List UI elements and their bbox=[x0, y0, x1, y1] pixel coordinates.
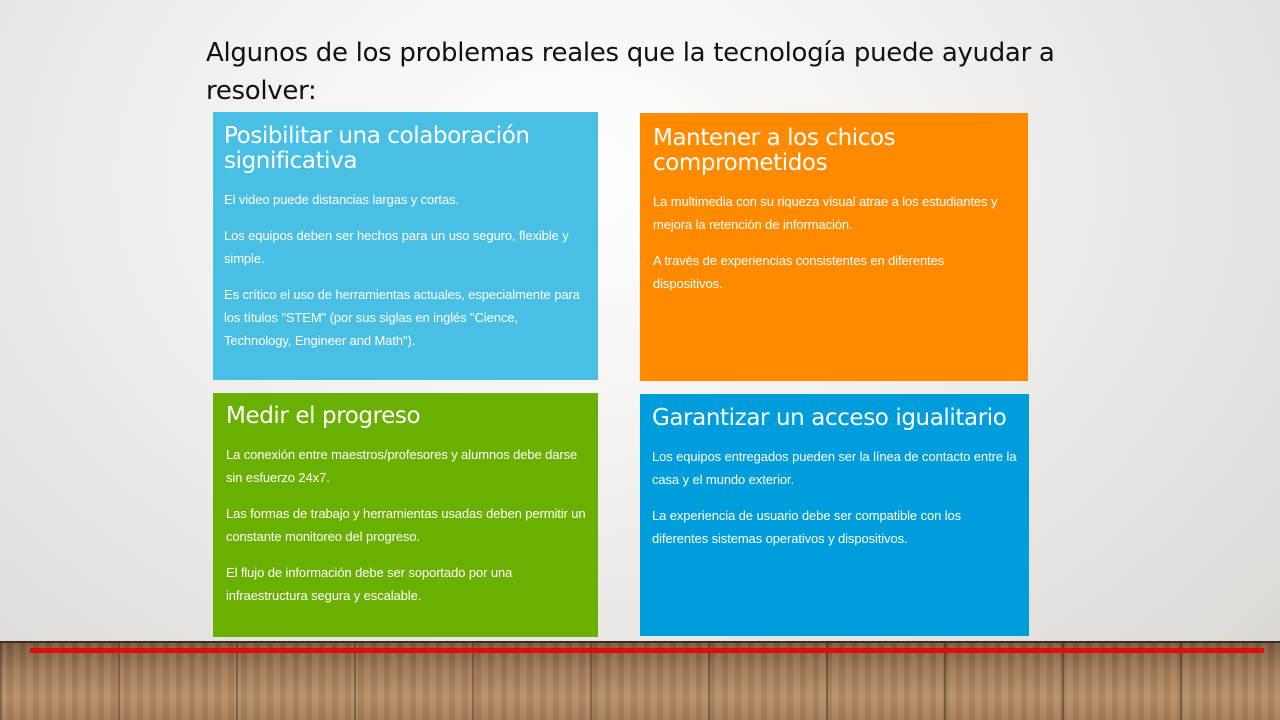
accent-line bbox=[30, 648, 1264, 653]
card-paragraph: La experiencia de usuario debe ser compatible con los diferentes sistemas operativos y dispositivos. bbox=[652, 508, 962, 546]
slide-title: Algunos de los problemas reales que la tecnología puede ayudar a resolver: bbox=[206, 38, 1055, 106]
card-paragraph: El video puede distancias largas y cortas. bbox=[224, 192, 459, 207]
card-paragraph: Los equipos deben ser hechos para un uso seguro, flexible y simple. bbox=[224, 228, 569, 266]
card-paragraph: El flujo de información debe ser soportado por una infraestructura segura y escalable. bbox=[226, 565, 513, 603]
card-body bbox=[226, 443, 586, 607]
card-engagement bbox=[640, 113, 1028, 381]
card-body bbox=[653, 190, 1014, 295]
card-heading: Posibilitar una colaboración significativa bbox=[224, 123, 530, 174]
card-paragraph: Es crítico el uso de herramientas actuales, especialmente para los títulos "STEM" (por sus siglas en inglés "Cience, Technology, Engineer and Math"). bbox=[224, 287, 580, 348]
card-paragraph: Los equipos entregados pueden ser la línea de contacto entre la casa y el mundo exterior. bbox=[652, 449, 1017, 487]
card-body bbox=[224, 188, 584, 352]
card-heading: Mantener a los chicos comprometidos bbox=[653, 125, 896, 176]
card-paragraph: La conexión entre maestros/profesores y alumnos debe darse sin esfuerzo 24x7. bbox=[226, 447, 578, 485]
card-equal-access bbox=[640, 394, 1029, 636]
card-heading: Medir el progreso bbox=[226, 403, 421, 429]
card-paragraph: Las formas de trabajo y herramientas usadas deben permitir un constante monitoreo del progreso. bbox=[226, 506, 586, 544]
card-collaboration bbox=[213, 112, 598, 380]
card-body bbox=[652, 445, 1017, 550]
card-progress bbox=[213, 393, 598, 637]
card-paragraph: La multimedia con su riqueza visual atrae a los estudiantes y mejora la retención de información. bbox=[653, 194, 998, 232]
card-paragraph: A través de experiencias consistentes en diferentes dispositivos. bbox=[653, 253, 945, 291]
wood-floor bbox=[0, 643, 1280, 720]
card-heading: Garantizar un acceso igualitario bbox=[652, 405, 1007, 431]
